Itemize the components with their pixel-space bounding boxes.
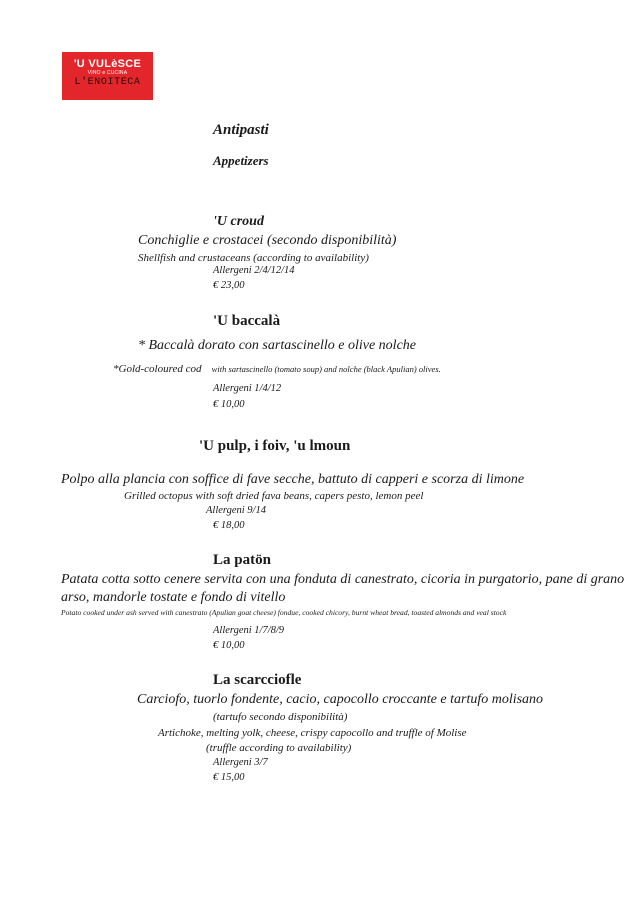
dish-description-it-line-1: Patata cotta sotto cenere servita con una fonduta di canestrato, cicoria in purgatorio, pane di grano xyxy=(61,572,625,587)
dish-name: La patön xyxy=(213,552,271,568)
dish-description-en-part-b: with sartascinello (tomato soup) and nolche (black Apulian) olives. xyxy=(211,364,441,374)
dish-allergens: Allergeni 3/7 xyxy=(213,757,268,768)
dish-description-en: Shellfish and crustaceans (according to availability) xyxy=(138,252,369,264)
dish-price: € 10,00 xyxy=(213,640,245,651)
logo-line-3: L'ENOITECA xyxy=(74,77,141,88)
dish-name: La scarcciofle xyxy=(213,672,302,688)
dish-description-en: Grilled octopus with soft dried fava beans, capers pesto, lemon peel xyxy=(124,490,424,502)
dish-description-en-part-a: Gold-coloured cod xyxy=(118,363,202,375)
dish-description-it: Polpo alla plancia con soffice di fave secche, battuto di capperi e scorza di limone xyxy=(61,472,525,487)
dish-allergens: Allergeni 9/14 xyxy=(206,505,266,516)
restaurant-logo xyxy=(62,52,153,100)
dish-allergens: Allergeni 1/4/12 xyxy=(213,383,282,394)
dish-name: 'U pulp, i foiv, 'u lmoun xyxy=(199,438,351,454)
dish-description-en xyxy=(113,357,441,376)
logo-line-1: 'U VULèSCE xyxy=(73,58,142,70)
section-title: Antipasti xyxy=(213,122,269,138)
dish-name: 'U baccalà xyxy=(213,313,281,329)
section-subtitle: Appetizers xyxy=(213,153,269,168)
dish-description-it: * Baccalà dorato con sartascinello e olive nolche xyxy=(138,338,416,353)
asterisk: * xyxy=(113,363,119,375)
dish-price: € 18,00 xyxy=(213,520,245,531)
dish-description-it-line-2: arso, mandorle tostate e fondo di vitello xyxy=(61,590,286,605)
dish-name: 'U croud xyxy=(213,214,264,229)
dish-price: € 15,00 xyxy=(213,772,245,783)
dish-description-it-note: (tartufo secondo disponibilità) xyxy=(213,711,348,723)
dish-description-en: Artichoke, melting yolk, cheese, crispy capocollo and truffle of Molise xyxy=(158,727,467,739)
dish-description-it: Carciofo, tuorlo fondente, cacio, capocollo croccante e tartufo molisano xyxy=(137,692,544,707)
logo-line-2: VINO e CUCINA xyxy=(87,70,128,76)
dish-description-it: Conchiglie e crostacei (secondo disponibilità) xyxy=(138,233,397,248)
dish-price: € 23,00 xyxy=(213,280,245,291)
dish-description-en-note: (truffle according to availability) xyxy=(206,742,352,754)
dish-description-en: Potato cooked under ash served with canestrato (Apulian goat cheese) fondue, cooked chicory, burnt wheat bread, toasted almonds and veal stock xyxy=(61,608,507,617)
dish-allergens: Allergeni 2/4/12/14 xyxy=(213,265,295,276)
dish-price: € 10,00 xyxy=(213,399,245,410)
dish-allergens: Allergeni 1/7/8/9 xyxy=(213,625,285,636)
